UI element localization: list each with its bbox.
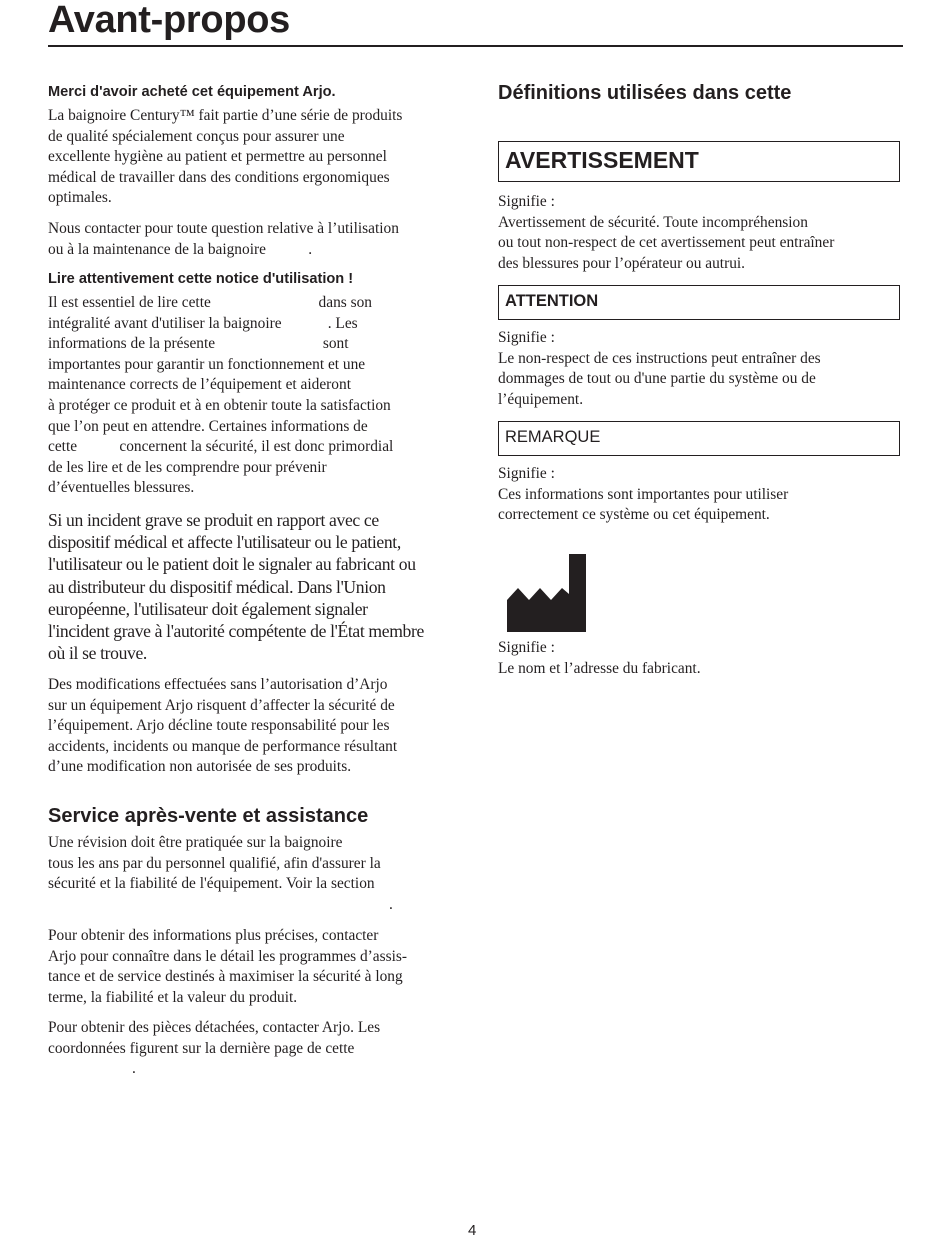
text-line: correctement ce système ou cet équipement. <box>498 506 770 524</box>
text-line: l'utilisateur ou le patient doit le signaler au fabricant ou <box>48 554 416 575</box>
text-line: d’une modification non autorisée de ses produits. <box>48 758 352 776</box>
text-line: l'incident grave à l'autorité compétente de l'État membre <box>48 621 424 642</box>
page-title: Avant-propos <box>48 0 290 41</box>
info-paragraph <box>48 926 407 1008</box>
text-line: Nous contacter pour toute question relative à l’utilisation <box>48 220 399 237</box>
text-line: informations de la présente sont <box>48 335 349 353</box>
text-line: Ces informations sont importantes pour utiliser <box>498 485 789 503</box>
service-paragraph <box>48 833 381 895</box>
text-line: cette concernent la sécurité, il est donc primordial <box>48 438 394 456</box>
text-line: maintenance corrects de l’équipement et aideront <box>48 376 351 394</box>
text-line: l’équipement. Arjo décline toute responsabilité pour les <box>48 717 390 735</box>
contact-paragraph <box>48 219 399 260</box>
text-line: des blessures pour l’opérateur ou autrui. <box>498 254 746 272</box>
signifie-label: Signifie : <box>498 465 555 482</box>
text-line: excellente hygiène au patient et permettre au personnel <box>48 148 387 166</box>
signifie-label: Signifie : <box>498 193 555 210</box>
text-line: ou tout non-respect de cet avertissement peut entraîner <box>498 234 835 252</box>
text-line: de qualité spécialement conçus pour assurer une <box>48 127 345 145</box>
text-line: l’équipement. <box>498 390 584 408</box>
signifie-label: Signifie : <box>498 639 555 656</box>
attention-label: ATTENTION <box>505 292 599 310</box>
text-line: sécurité et la fiabilité de l'équipement. Voir la section <box>48 875 375 893</box>
remarque-box <box>498 421 900 456</box>
parts-period: . <box>132 1060 136 1077</box>
service-period: . <box>389 896 393 913</box>
text-line: européenne, l'utilisateur doit également signaler <box>48 598 368 619</box>
text-line: Il est essentiel de lire cette dans son <box>48 294 372 311</box>
text-line: Avertissement de sécurité. Toute incompréhension <box>498 213 808 231</box>
text-line: dommages de tout ou d'une partie du système ou de <box>498 370 816 388</box>
text-line: importantes pour garantir un fonctionnement et une <box>48 355 366 373</box>
parts-paragraph <box>48 1018 380 1059</box>
text-line: que l’on peut en attendre. Certaines informations de <box>48 417 368 435</box>
text-line: tous les ans par du personnel qualifié, afin d'assurer la <box>48 854 381 872</box>
text-line: à protéger ce produit et à en obtenir toute la satisfaction <box>48 396 391 414</box>
page-number: 4 <box>468 1222 477 1239</box>
text-line: Si un incident grave se produit en rapport avec ce <box>48 510 379 530</box>
text-line: Pour obtenir des pièces détachées, contacter Arjo. Les <box>48 1019 381 1036</box>
manufacturer-definition <box>498 638 701 679</box>
thanks-heading: Merci d'avoir acheté cet équipement Arjo. <box>48 84 336 100</box>
text-line: Des modifications effectuées sans l’autorisation d’Arjo <box>48 676 388 693</box>
warning-definition <box>498 192 834 274</box>
text-line: où il se trouve. <box>48 643 147 664</box>
manufacturer-factory-icon <box>507 554 586 632</box>
service-heading: Service après-vente et assistance <box>48 805 369 827</box>
text-line: terme, la fiabilité et la valeur du produit. <box>48 988 298 1006</box>
attention-box <box>498 285 900 320</box>
text-line: optimales. <box>48 189 112 207</box>
text-line: coordonnées figurent sur la dernière page de cette <box>48 1039 355 1057</box>
text-line: Le non-respect de ces instructions peut entraîner des <box>498 349 821 367</box>
text-line: ou à la maintenance de la baignoire . <box>48 240 313 258</box>
warning-label: AVERTISSEMENT <box>505 147 699 173</box>
text-line: La baignoire Century™ fait partie d’une série de produits <box>48 107 403 124</box>
text-line: d’éventuelles blessures. <box>48 479 195 497</box>
remarque-label: REMARQUE <box>505 428 601 446</box>
remarque-definition <box>498 464 788 526</box>
text-line: Le nom et l’adresse du fabricant. <box>498 659 701 677</box>
text-line: au distributeur du dispositif médical. Dans l'Union <box>48 576 386 597</box>
read-heading: Lire attentivement cette notice d'utilisation ! <box>48 271 354 287</box>
title-divider <box>48 45 903 47</box>
attention-definition <box>498 328 821 410</box>
modification-paragraph <box>48 675 397 778</box>
text-line: tance et de service destinés à maximiser la sécurité à long <box>48 968 403 986</box>
definitions-heading: Définitions utilisées dans cette <box>498 82 792 104</box>
warning-box <box>498 141 900 182</box>
text-line: dispositif médical et affecte l'utilisateur ou le patient, <box>48 532 401 553</box>
text-line: médical de travailler dans des conditions ergonomiques <box>48 168 390 186</box>
text-line: Arjo pour connaître dans le détail les programmes d’assis- <box>48 947 408 965</box>
text-line: de les lire et de les comprendre pour prévenir <box>48 458 327 476</box>
text-line: Une révision doit être pratiquée sur la baignoire <box>48 834 343 851</box>
text-line: accidents, incidents ou manque de performance résultant <box>48 737 398 755</box>
text-line: Pour obtenir des informations plus précises, contacter <box>48 927 379 944</box>
text-line: sur un équipement Arjo risquent d’affecter la sécurité de <box>48 696 395 714</box>
read-paragraph <box>48 293 393 499</box>
intro-paragraph <box>48 106 402 209</box>
incident-paragraph <box>48 509 424 664</box>
signifie-label: Signifie : <box>498 329 555 346</box>
text-line: intégralité avant d'utiliser la baignoire . Les <box>48 314 358 332</box>
